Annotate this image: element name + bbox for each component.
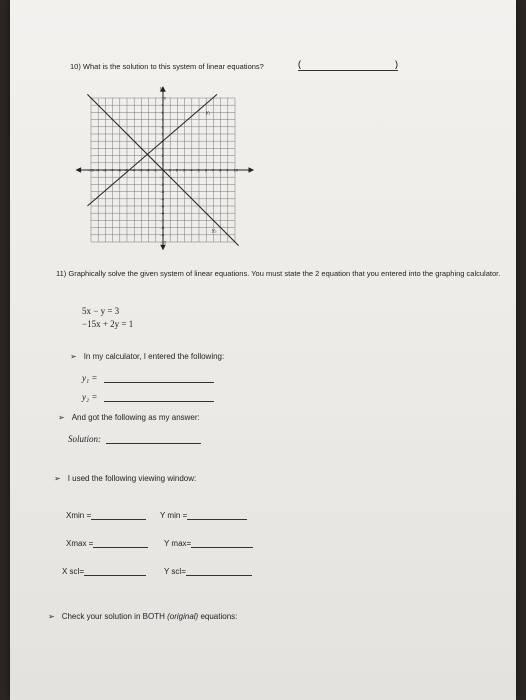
y-tick-label: -3 [160, 189, 165, 195]
x-tick-label: -9 [95, 167, 100, 173]
yscl-row [164, 567, 252, 576]
x-tick-label: -5 [124, 167, 129, 173]
bullet-check-solution [48, 612, 237, 621]
bullet-answer [58, 413, 200, 422]
y2-blank[interactable] [104, 393, 214, 402]
x-tick-label: 8 [219, 167, 222, 173]
y2-entry-row [82, 392, 214, 402]
question-10-prompt: 10) What is the solution to this system of linear equations? [70, 62, 264, 71]
ymax-row [164, 539, 253, 548]
y-tick-label: -1 [160, 174, 165, 180]
x-tick-label: 3 [183, 167, 186, 173]
y-tick-label: 8 [161, 109, 164, 115]
x-tick-label: -2 [146, 167, 150, 173]
x-tick-label: 9 [226, 167, 229, 173]
y1-blank[interactable] [104, 374, 214, 383]
x-tick-label: -10 [88, 167, 95, 173]
coordinate-graph [68, 82, 258, 252]
x-tick-label: 4 [190, 167, 193, 173]
yscl-blank[interactable] [186, 567, 252, 576]
equation-2: −15x + 2y = 1 [82, 319, 134, 329]
answer-close-paren: ) [395, 59, 398, 69]
x-tick-label: -6 [117, 167, 121, 173]
worksheet-page [10, 0, 516, 700]
y-tick-label: 10 [161, 95, 166, 101]
bullet-text-end: equations: [200, 612, 238, 621]
y-tick-label: 2 [161, 153, 164, 159]
xscl-row [62, 567, 146, 576]
x-axis-arrow-icon [77, 168, 81, 172]
y1-entry-row [82, 373, 214, 383]
y-tick-label: 6 [161, 124, 164, 130]
bullet-text: And got the following as my answer: [71, 413, 200, 422]
ymax-label: Y max= [164, 539, 192, 548]
equation-1: 5x − y = 3 [82, 306, 120, 316]
y-axis-arrow-icon [161, 245, 165, 249]
xscl-blank[interactable] [84, 567, 146, 576]
y-tick-label: -2 [160, 181, 165, 187]
solution-label: Solution: [68, 434, 101, 444]
ymax-blank[interactable] [191, 539, 253, 548]
x-tick-label: -1 [153, 167, 157, 173]
y-tick-label: 1 [161, 160, 164, 166]
x-tick-label: -7 [110, 167, 114, 173]
line-label-y1: y₁ [206, 110, 211, 116]
y-tick-label: 5 [161, 131, 164, 137]
arrow-bullet-icon: ➢ [58, 413, 65, 422]
answer-open-paren: ( [298, 59, 301, 69]
bullet-text: Check your solution in BOTH [61, 612, 165, 621]
question-11-prompt: 11) Graphically solve the given system of linear equations. You must state the 2 equation that you entered into the graphing calculator. [56, 269, 501, 278]
y-tick-label: -8 [160, 225, 165, 231]
arrow-bullet-icon: ➢ [54, 474, 61, 483]
x-tick-label: 7 [211, 167, 215, 173]
x-tick-label: 10 [233, 167, 238, 173]
xmin-row [66, 511, 146, 520]
bullet-viewing-window [54, 474, 196, 483]
xmax-blank[interactable] [93, 539, 148, 548]
x-tick-label: -4 [131, 167, 136, 173]
x-tick-label: 1 [168, 167, 171, 173]
x-axis-arrow-icon [249, 168, 253, 172]
xmax-row [66, 539, 148, 548]
y-tick-label: -4 [160, 196, 165, 202]
arrow-bullet-icon: ➢ [70, 352, 77, 361]
bullet-calculator-entry [70, 352, 224, 361]
y-axis-label: y [160, 86, 163, 92]
y-tick-label: 3 [161, 145, 164, 151]
ymin-label: Y min = [160, 511, 188, 520]
y2-label: y₂ = [82, 392, 98, 402]
x-tick-label: -3 [138, 167, 143, 173]
x-tick-label: -8 [102, 167, 107, 173]
x-tick-label: 2 [175, 167, 179, 173]
ymin-row [160, 511, 247, 520]
y-tick-label: -7 [160, 217, 165, 223]
bullet-text: I used the following viewing window: [67, 474, 197, 483]
bullet-text: In my calculator, I entered the following: [83, 352, 225, 361]
arrow-bullet-icon: ➢ [48, 612, 55, 621]
y-tick-label: 4 [161, 138, 164, 144]
y-tick-label: 7 [161, 117, 164, 123]
y-tick-label: -10 [160, 239, 167, 245]
y1-label: y₁ = [82, 373, 98, 383]
line-label-y2: y₂ [212, 228, 217, 234]
solution-row [68, 434, 201, 444]
xscl-label: X scl= [62, 567, 85, 576]
xmin-label: Xmin = [66, 511, 92, 520]
line-y1 [87, 94, 217, 206]
yscl-label: Y scl= [164, 567, 186, 576]
x-tick-label: 6 [204, 167, 207, 173]
y-tick-label: -6 [160, 210, 165, 216]
y-tick-label: 9 [161, 102, 164, 108]
bullet-italic-text: (original) [167, 612, 199, 621]
solution-blank[interactable] [106, 435, 201, 444]
y-tick-label: -9 [160, 232, 165, 238]
x-tick-label: 5 [197, 167, 200, 173]
y-tick-label: -5 [160, 203, 165, 209]
question-10-answer-blank[interactable] [298, 60, 398, 71]
xmin-blank[interactable] [91, 511, 146, 520]
ymin-blank[interactable] [187, 511, 247, 520]
xmax-label: Xmax = [66, 539, 94, 548]
